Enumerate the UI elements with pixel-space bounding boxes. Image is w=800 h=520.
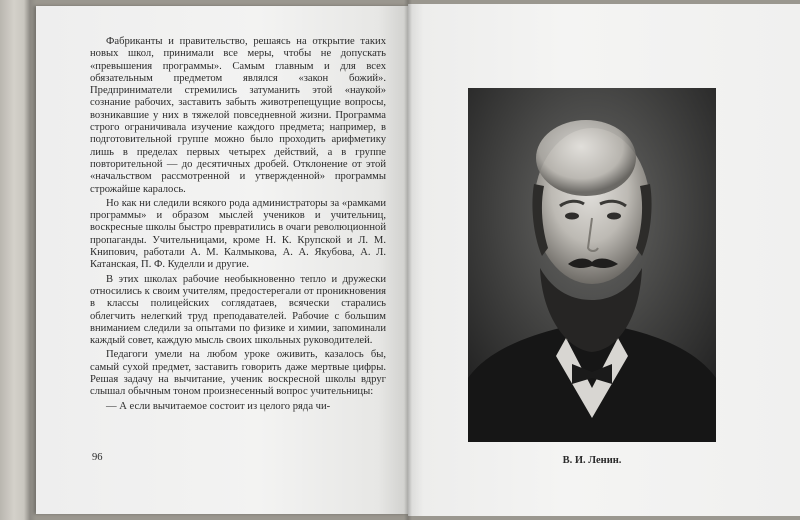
page-number: 96 <box>92 452 103 463</box>
book-gutter <box>404 0 412 520</box>
paragraph-5: — А если вычитаемое состоит из целого ряда чи- <box>106 400 331 412</box>
portrait-caption: В. И. Ленин. <box>562 455 622 466</box>
paragraph-4: Педагоги умели на любом уроке оживить, казалось бы, самый сухой предмет, заставить говорить даже мертвые цифры. Решая задачу на вычитание, ученик воскресной школы вдруг слышал обычным тоном произнесенный вопрос учительницы: <box>90 349 386 398</box>
portrait-image <box>468 88 716 442</box>
body-text <box>90 36 386 415</box>
portrait-photo <box>468 88 716 442</box>
paragraph-3: В этих школах рабочие необыкновенно тепло и дружески относились к своим учителям, предостерегали от проникновения в классы полицейских соглядатаев, всячески старались облегчить нелегкий труд преподавателей. Рабочие с большим вниманием следили за опытами по физике и химии, запоминали каждый совет, каждую мысль своих школьных руководителей. <box>90 273 386 347</box>
paragraph-2: Но как ни следили всякого рода администраторы за «рамками программы» и образом мыслей учеников и учительниц, воскресные школы быстро превратились в очаги революционной пропаганды. Учительницами, кроме Н. К. Крупской и Л. М. Книпович, работали А. М. Калмыкова, А. А. Якубова, А. Л. Катанская, П. Ф. Куделли и другие. <box>90 197 386 271</box>
paragraph-1: Фабриканты и правительство, решаясь на открытие таких новых школ, принимали все меры, чтобы не допускать «превышения программы». Самым главным и для всех обязательным предметом являлся «закон божий». Предприниматели стремились затуманить этой «наукой» сознание рабочих, заставить забыть животрепещущие вопросы, возникавшие у них в тяжелой повседневной жизни. Программа строго ограничивала изучение каждого предмета; например, в подготовительной группе можно было проходить арифметику лишь в пределах первых четырех действий, а в группе повторительной — до десятичных дробей. Отклонение от этой «начальством рассмотренной и утвержденной» программы строжайше каралось. <box>90 36 386 195</box>
